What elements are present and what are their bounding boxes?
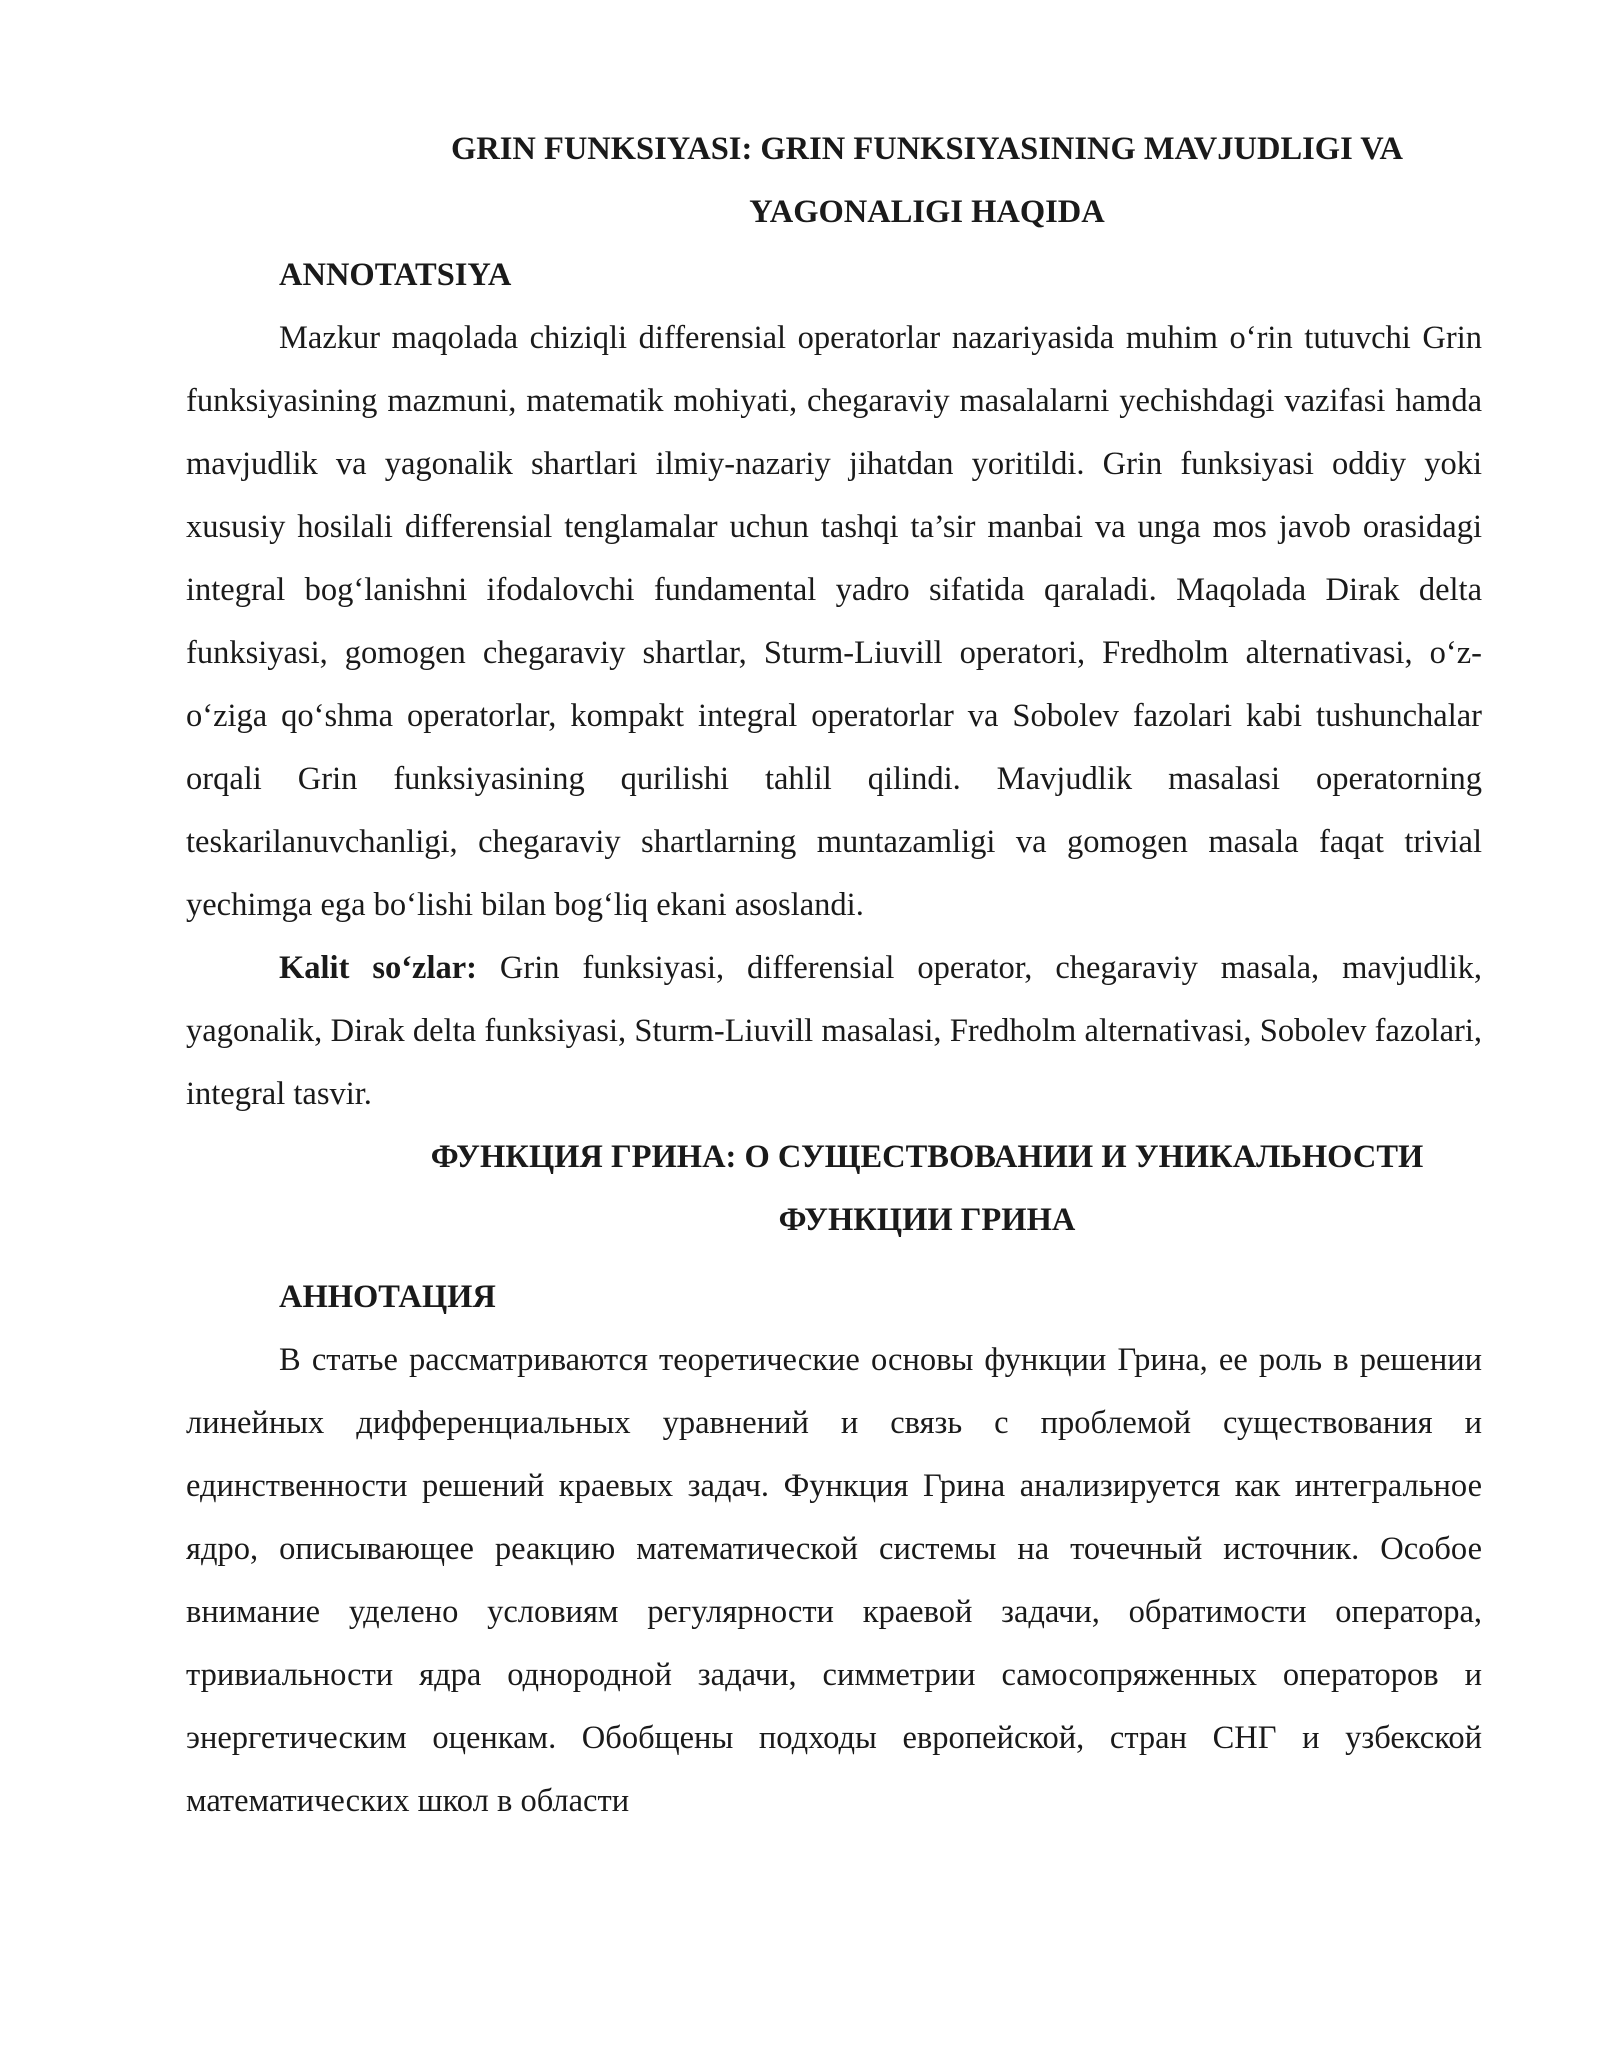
uz-title-line-1: GRIN FUNKSIYASI: GRIN FUNKSIYASINING MAVJUDLIGI VA: [450, 131, 1404, 167]
ru-abstract-heading: АННОТАЦИЯ: [279, 1279, 496, 1315]
uz-keywords-label: Kalit so‘zlar:: [279, 950, 477, 986]
uz-keywords: [186, 937, 1482, 1126]
ru-abstract-text: В статье рассматриваются теоретические основы функции Грина, ее роль в решении линейных дифференциальных уравнений и связь с проблемой существования и единственности решений краевых задач. Функция Грина анализируется как интегральное ядро, описывающее реакцию математической системы на точечный источник. Особое внимание уделено условиям регулярности краевой задачи, обратимости оператора, тривиальности ядра однородной задачи, симметрии самосопряженных операторов и энергетическим оценкам. Обобщены подходы европейской, стран СНГ и узбекской математических школ в области: [186, 1342, 1482, 1819]
ru-title-line-1: ФУНКЦИЯ ГРИНА: О СУЩЕСТВОВАНИИ И УНИКАЛЬНОСТИ: [430, 1139, 1424, 1175]
uz-title-line-2: YAGONALIGI HAQIDA: [749, 194, 1105, 230]
uz-abstract-heading: ANNOTATSIYA: [279, 257, 512, 293]
ru-title-line-2: ФУНКЦИИ ГРИНА: [778, 1202, 1076, 1238]
uz-title: [186, 118, 1482, 244]
uz-abstract-text: Mazkur maqolada chiziqli differensial operatorlar nazariyasida muhim o‘rin tutuvchi Grin funksiyasining mazmuni, matematik mohiyati, chegaraviy masalalarni yechishdagi vazifasi hamda mavjudlik va yagonalik shartlari ilmiy-nazariy jihatdan yoritildi. Grin funksiyasi oddiy yoki xususiy hosilali differensial tenglamalar uchun tashqi ta’sir manbai va unga mos javob orasidagi integral bog‘lanishni ifodalovchi fundamental yadro sifatida qaraladi. Maqolada Dirak delta funksiyasi, gomogen chegaraviy shartlar, Sturm-Liuvill operatori, Fredholm alternativasi, o‘z-o‘ziga qo‘shma operatorlar, kompakt integral operatorlar va Sobolev fazolari kabi tushunchalar orqali Grin funksiyasining qurilishi tahlil qilindi. Mavjudlik masalasi operatorning teskarilanuvchanligi, chegaraviy shartlarning muntazamligi va gomogen masala faqat trivial yechimga ega bo‘lishi bilan bog‘liq ekani asoslandi.: [186, 320, 1482, 923]
uz-keywords-text: Grin funksiyasi, differensial operator, chegaraviy masala, mavjudlik, yagonalik, Dirak delta funksiyasi, Sturm-Liuvill masalasi, Fredholm alternativasi, Sobolev fazolari, integral tasvir.: [186, 950, 1482, 1112]
document-page: [186, 118, 1482, 1833]
ru-title: [186, 1126, 1482, 1252]
